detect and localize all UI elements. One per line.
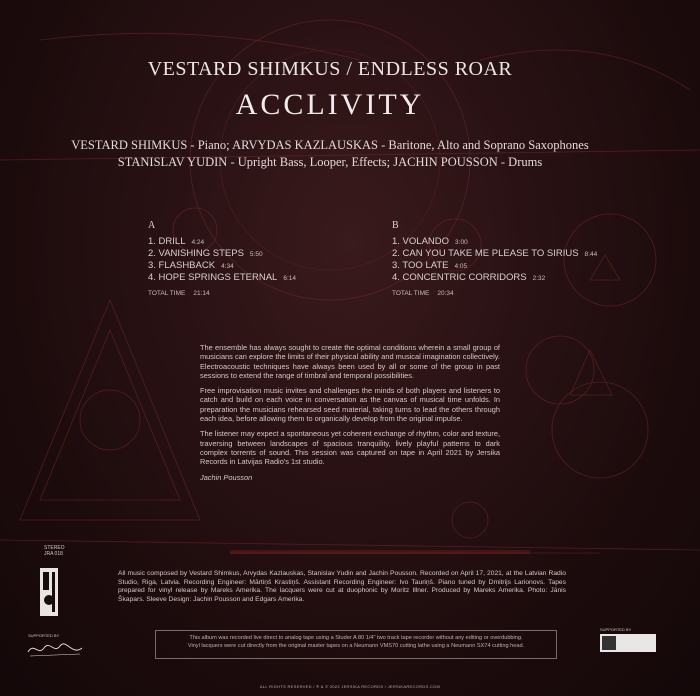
track-duration: 3:00 bbox=[455, 239, 468, 246]
jersika-records-logo bbox=[40, 568, 58, 616]
track-title: 1. VOLANDO bbox=[392, 236, 450, 247]
track-title: 4. HOPE SPRINGS ETERNAL bbox=[148, 272, 278, 283]
side-b-total bbox=[392, 290, 622, 297]
analog-note-line-2: Vinyl lacquers were cut directly from the original master tapes on a Neumann VMS70 cutting lathe using a Neumann SX74 cutting head. bbox=[187, 643, 525, 649]
total-duration: 20:34 bbox=[437, 290, 454, 297]
track-b3 bbox=[392, 260, 622, 272]
total-label: TOTAL TIME bbox=[148, 290, 186, 297]
liner-signature: Jachin Pousson bbox=[200, 472, 253, 482]
track-b2 bbox=[392, 248, 622, 260]
side-b-label: B bbox=[392, 220, 399, 231]
track-duration: 2:32 bbox=[532, 275, 546, 282]
stereo-label: STEREO bbox=[44, 545, 65, 551]
side-a-tracklist bbox=[148, 220, 358, 297]
track-duration: 4:24 bbox=[191, 239, 205, 246]
track-duration: 8:44 bbox=[584, 251, 598, 258]
liner-paragraph-3: The listener may expect a spontaneous yet coherent exchange of rhythm, color and texture, traversing between landscapes of spacious tranquility, lively playful patterns to dark complex torrents of sound. This session was captured on tape in April 2021 by Jersika Records in Latvijas Radio's 1st studio. bbox=[200, 429, 500, 467]
total-duration: 21:14 bbox=[193, 290, 210, 297]
track-duration: 5:50 bbox=[249, 251, 263, 258]
track-title: 3. FLASHBACK bbox=[148, 260, 216, 271]
track-a1 bbox=[148, 236, 358, 248]
sponsor-mark-icon bbox=[602, 636, 616, 650]
track-b4 bbox=[392, 272, 622, 284]
track-title: 1. DRILL bbox=[148, 236, 186, 247]
track-duration: 4:34 bbox=[221, 263, 234, 270]
track-duration: 4:05 bbox=[454, 263, 468, 270]
liner-paragraph-1: The ensemble has always sought to create the optimal conditions wherein a small group of musicians can explore the limits of their physical ability and musical imagination collectively. Electroacoustic techniques have always been used by all or some of the group in past sessions to extend the range of timbral and temporal possibilities. bbox=[200, 343, 500, 380]
side-b-tracklist bbox=[392, 220, 622, 297]
recording-credits: All music composed by Vestard Shimkus, Arvydas Kazlauskas, Stanislav Yudin and Jachin Pousson. Recorded on April 17, 2021, at the Latvian Radio Studio, Riga, Latvia. Recording Engineer: Mārtiņš Krastiņš. Assistant Recording Engineer: Ivo Tauriņš. Piano tuned by Dmitrijs Larionovs. Tapes prepared for vinyl release by Mareks Amerika. The lacquers were cut at duophonic by Moritz Illner. Produced by Mareks Amerika. Photo: Jānis Škapars. Sleeve Design: Jachin Pousson and Edgars Amerika. bbox=[118, 570, 566, 603]
copyright-footer: ALL RIGHTS RESERVED / ℗ & © 2022 JERSIKA RECORDS / JERSIKARECORDS.COM bbox=[259, 684, 441, 689]
track-duration: 6:14 bbox=[283, 275, 296, 282]
track-b1 bbox=[392, 236, 622, 248]
artist-names: VESTARD SHIMKUS / ENDLESS ROAR bbox=[147, 58, 513, 80]
liner-paragraph-2: Free improvisation music invites and challenges the minds of both players and listeners to catch and build on each voice in conversation as the canvas of musical time unfolds. In preparation the musicians rehearsed seed material, taking turns to lead the others through each idea, before allowing them to organically develop from the original impulse. bbox=[200, 386, 500, 424]
personnel-line-1: VESTARD SHIMKUS - Piano; ARVYDAS KAZLAUSKAS - Baritone, Alto and Soprano Saxophones bbox=[71, 138, 589, 152]
track-title: 3. TOO LATE bbox=[392, 260, 449, 271]
track-a2 bbox=[148, 248, 358, 260]
side-a-label: A bbox=[148, 220, 156, 231]
track-title: 2. CAN YOU TAKE ME PLEASE TO SIRIUS bbox=[392, 248, 579, 259]
liner-notes bbox=[200, 343, 500, 482]
analog-recording-note bbox=[155, 630, 557, 659]
album-title: ACCLIVITY bbox=[235, 88, 425, 121]
analog-note-line-1: This album was recorded live direct to analog tape using a Studer A 80 1/4" two track tape recorder without any editing or overdubbing. bbox=[189, 635, 523, 641]
personnel-line-2: STANISLAV YUDIN - Upright Bass, Looper, Effects; JACHIN POUSSON - Drums bbox=[117, 155, 543, 169]
catalog-number: JRA 018 bbox=[44, 551, 63, 557]
track-title: 2. VANISHING STEPS bbox=[148, 248, 244, 259]
total-label: TOTAL TIME bbox=[392, 290, 430, 297]
track-title: 4. CONCENTRIC CORRIDORS bbox=[392, 272, 527, 283]
sponsor-logo bbox=[600, 634, 656, 652]
supported-by-label-left: SUPPORTED BY bbox=[28, 633, 60, 638]
supported-by-label-right: SUPPORTED BY bbox=[600, 627, 632, 632]
stereo-catalog bbox=[44, 545, 65, 557]
side-a-total bbox=[148, 290, 358, 297]
track-a4 bbox=[148, 272, 358, 284]
track-a3 bbox=[148, 260, 358, 272]
handwritten-signature bbox=[26, 640, 84, 658]
